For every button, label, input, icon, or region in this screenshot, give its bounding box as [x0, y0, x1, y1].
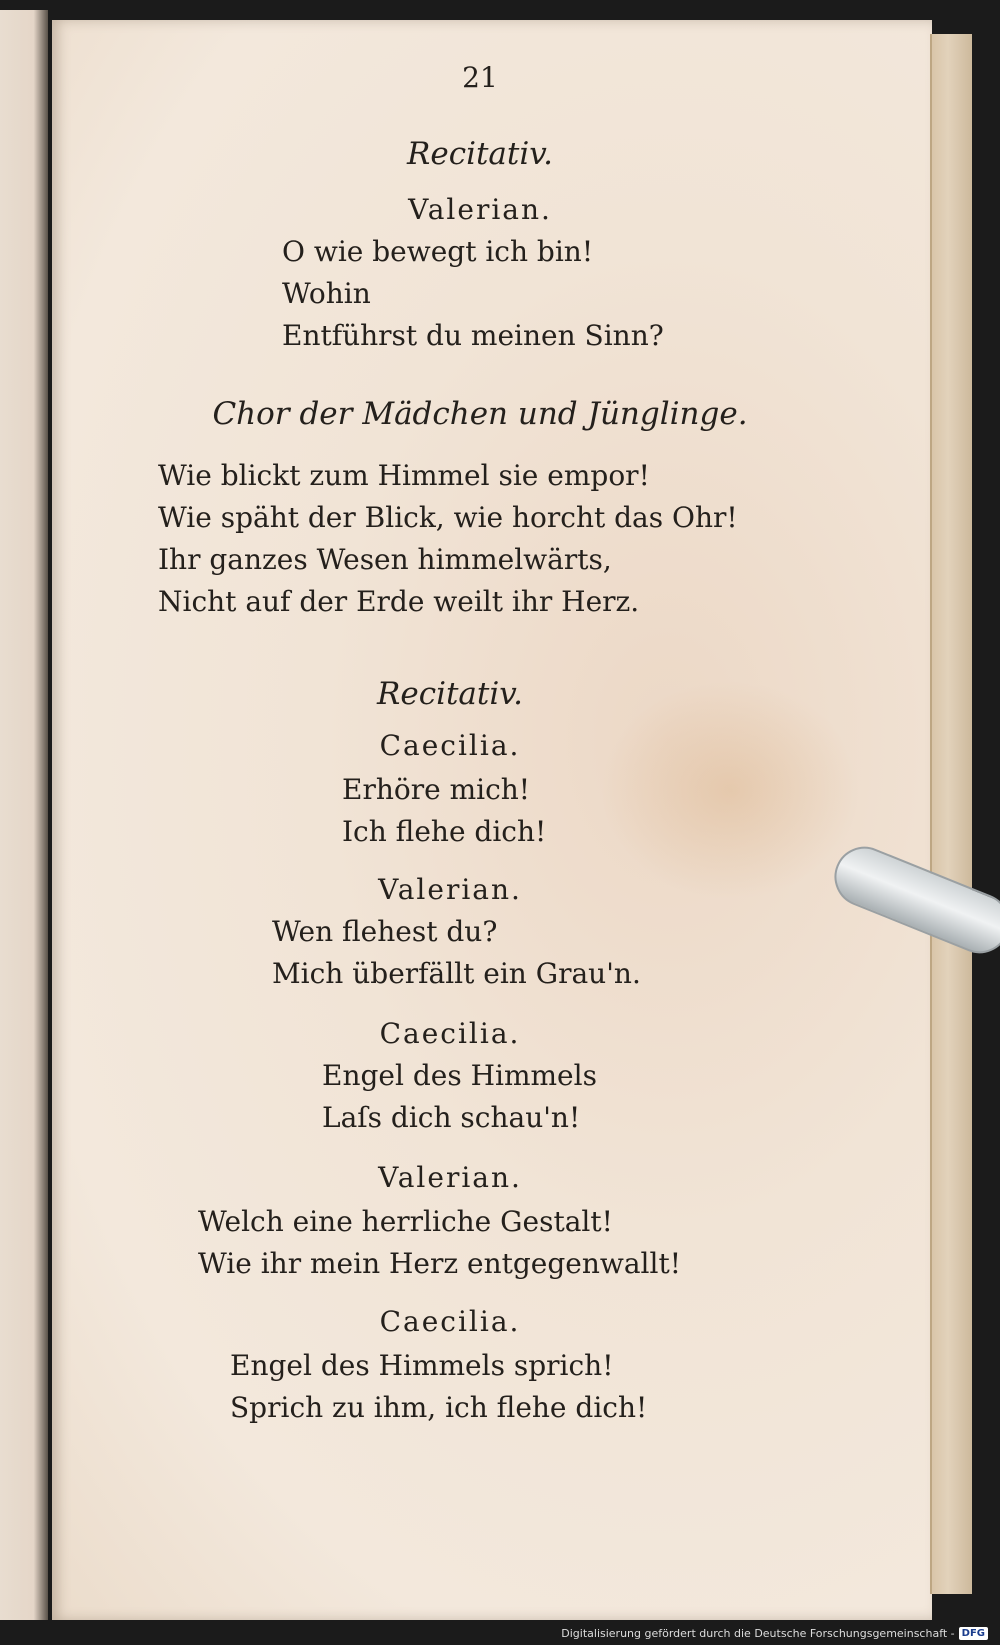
section-heading: Recitativ.: [407, 136, 553, 172]
verse-line: Ihr ganzes Wesen himmelwärts,: [158, 543, 612, 576]
verse-line: Entführst du meinen Sinn?: [282, 319, 664, 352]
footer-text: Digitalisierung gefördert durch die Deutsche Forschungsgemeinschaft -: [561, 1626, 955, 1640]
dfg-logo-icon: DFG: [959, 1627, 988, 1640]
verse-line: Wohin: [282, 277, 371, 310]
speaker-name: Valerian.: [378, 1161, 522, 1194]
verse-line: Erhöre mich!: [342, 773, 531, 806]
verse-line: Laſs dich schau'n!: [322, 1101, 581, 1134]
speaker-name: Caecilia.: [379, 1305, 521, 1338]
section-heading: Recitativ.: [377, 676, 523, 712]
verse-line: Wen flehest du?: [272, 915, 498, 948]
funding-footer: [561, 1625, 988, 1641]
verse-line: Wie ihr mein Herz entgegenwallt!: [198, 1247, 681, 1280]
verse-line: O wie bewegt ich bin!: [282, 235, 594, 268]
verse-line: Ich flehe dich!: [342, 815, 547, 848]
verse-line: Wie blickt zum Himmel sie empor!: [158, 459, 650, 492]
section-heading: Chor der Mädchen und Jünglinge.: [212, 396, 748, 432]
foxing-stain: [600, 680, 860, 900]
facing-page-edge: [0, 10, 48, 1620]
verse-line: Welch eine herrliche Gestalt!: [198, 1205, 613, 1238]
speaker-name: Valerian.: [408, 193, 552, 226]
verse-line: Sprich zu ihm, ich flehe dich!: [230, 1391, 648, 1424]
speaker-name: Valerian.: [378, 873, 522, 906]
speaker-name: Caecilia.: [379, 1017, 521, 1050]
page-number: 21: [462, 61, 498, 94]
verse-line: Mich überfällt ein Grau'n.: [272, 957, 641, 990]
verse-line: Nicht auf der Erde weilt ihr Herz.: [158, 585, 640, 618]
verse-line: Wie späht der Blick, wie horcht das Ohr!: [158, 501, 738, 534]
verse-line: Engel des Himmels sprich!: [230, 1349, 614, 1382]
verse-line: Engel des Himmels: [322, 1059, 597, 1092]
speaker-name: Caecilia.: [379, 729, 521, 762]
page-block-edge: [930, 34, 972, 1594]
